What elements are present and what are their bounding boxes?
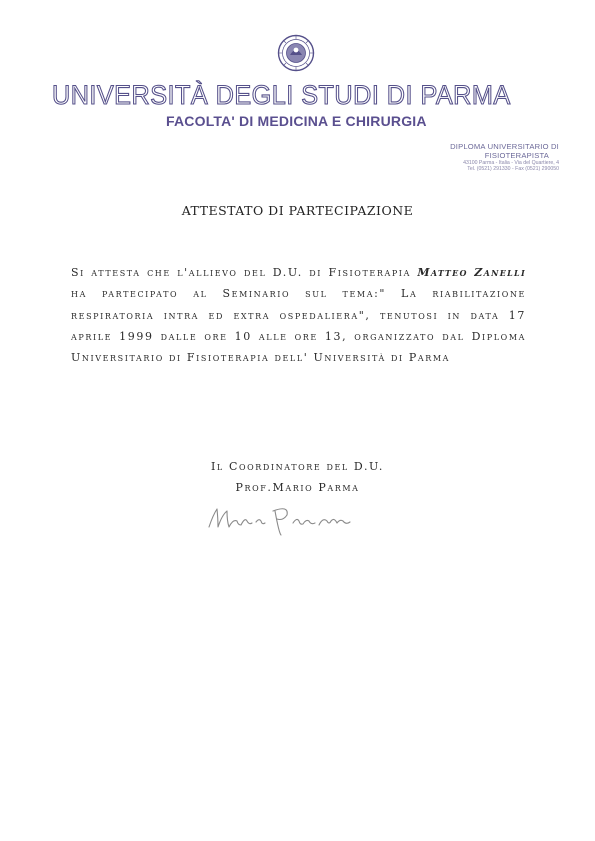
faculty-name: FACOLTA' DI MEDICINA E CHIRURGIA (166, 113, 427, 129)
diploma-line-1: DIPLOMA UNIVERSITARIO DI (450, 142, 559, 151)
participant-name: Matteo Zanelli (417, 266, 526, 279)
coordinator-name: Prof.Mario Parma (235, 481, 360, 494)
handwritten-signature (203, 497, 383, 537)
coordinator-block (0, 456, 595, 498)
diploma-phone: Tel. (0521) 291330 - Fax (0521) 290050 (467, 166, 559, 173)
university-seal-icon (277, 33, 315, 73)
diploma-line-2: FISIOTERAPISTA (484, 151, 549, 160)
university-name: UNIVERSITÀ DEGLI STUDI DI PARMA (52, 80, 511, 110)
certificate-body (71, 262, 526, 368)
document-title: ATTESTATO DI PARTECIPAZIONE (181, 203, 414, 218)
coordinator-role: Il Coordinatore del D.U. (210, 460, 385, 473)
diploma-address: 43100 Parma - Italia - Via del Quartiere, 4 (463, 160, 559, 166)
diploma-block (359, 142, 559, 173)
body-intro: Si attesta che l'allievo del D.U. di Fisioterapia (71, 266, 418, 279)
body-details: ha partecipato al Seminario sul tema:" La riabilitazione respiratoria intra ed extra ospedaliera", tenutosi in data 17 aprile 1999 dalle ore 10 alle ore 13, organizzato dal Diploma Universitario di Fisioterapia dell' Università di Parma (71, 287, 526, 365)
